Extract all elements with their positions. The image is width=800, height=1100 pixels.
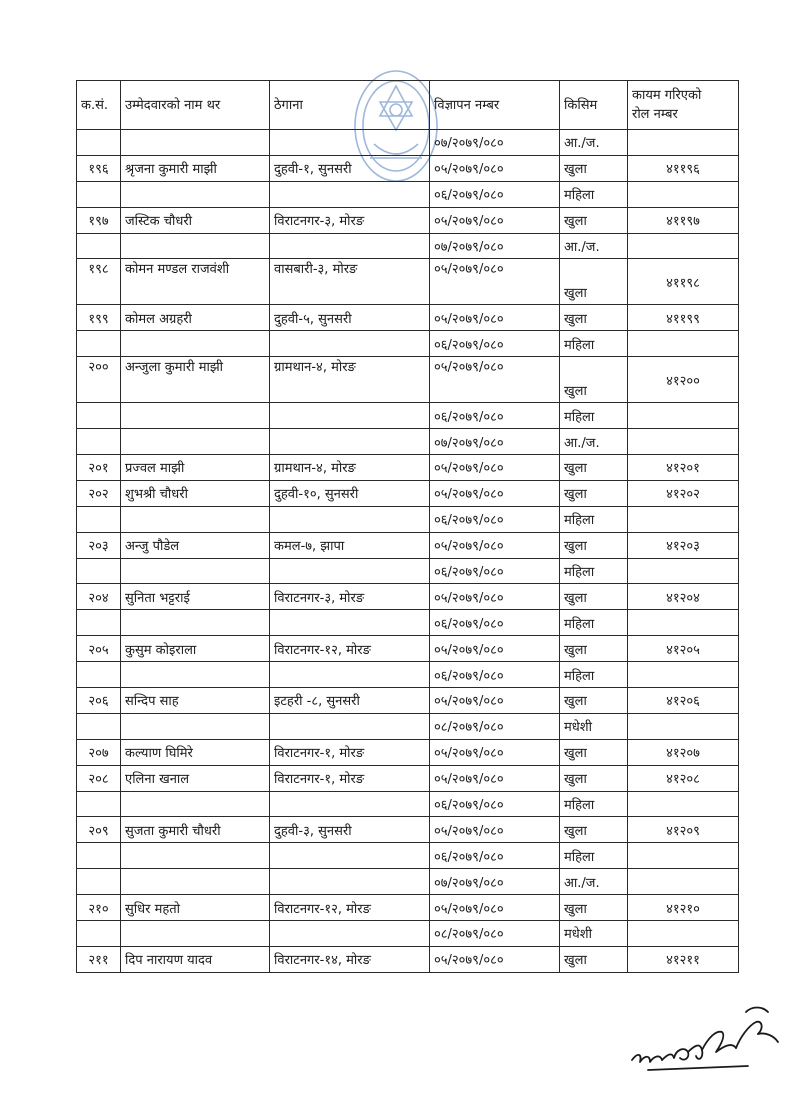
candidate-name-cell	[121, 843, 270, 869]
advertisement-number-cell: ०६/२०७९/०८०	[430, 181, 560, 207]
roll-number-cell	[628, 662, 739, 688]
address-cell	[270, 869, 430, 895]
category-cell: खुला	[560, 688, 628, 714]
address-cell	[270, 506, 430, 532]
category-cell: आ./ज.	[560, 233, 628, 259]
category-cell: खुला	[560, 259, 628, 305]
candidate-name-cell	[121, 921, 270, 947]
category-cell: खुला	[560, 155, 628, 181]
serial-number-cell: १९८	[77, 259, 121, 305]
table-row	[77, 357, 739, 403]
serial-number-cell	[77, 403, 121, 429]
advertisement-number-cell: ०७/२०७९/०८०	[430, 869, 560, 895]
category-cell: खुला	[560, 207, 628, 233]
category-cell: महिला	[560, 331, 628, 357]
advertisement-number-cell: ०५/२०७९/०८०	[430, 765, 560, 791]
serial-number-cell: २०४	[77, 584, 121, 610]
handwritten-signature	[628, 1002, 788, 1082]
category-cell: खुला	[560, 480, 628, 506]
candidate-name-cell: एलिना खनाल	[121, 765, 270, 791]
serial-number-cell: २११	[77, 946, 121, 972]
advertisement-number-cell: ०५/२०७९/०८०	[430, 895, 560, 921]
category-cell: खुला	[560, 532, 628, 558]
serial-number-cell: १९९	[77, 305, 121, 331]
serial-number-cell: २०३	[77, 532, 121, 558]
roll-number-table	[76, 80, 739, 973]
candidate-name-cell	[121, 506, 270, 532]
address-cell	[270, 713, 430, 739]
category-cell: खुला	[560, 946, 628, 972]
serial-number-cell	[77, 181, 121, 207]
table-row	[77, 791, 739, 817]
address-cell: विराटनगर-१२, मोरङ	[270, 895, 430, 921]
serial-number-cell: १९७	[77, 207, 121, 233]
address-cell: विराटनगर-३, मोरङ	[270, 207, 430, 233]
table-row	[77, 181, 739, 207]
roll-number-cell	[628, 921, 739, 947]
category-cell: मधेशी	[560, 921, 628, 947]
address-cell	[270, 181, 430, 207]
address-cell: ग्रामथान-४, मोरङ	[270, 455, 430, 481]
roll-number-cell: ४१२००	[628, 357, 739, 403]
category-cell: खुला	[560, 584, 628, 610]
table-row	[77, 506, 739, 532]
header-roll-line1: कायम गरिएको	[632, 88, 702, 103]
table-row	[77, 946, 739, 972]
roll-number-cell	[628, 403, 739, 429]
category-cell: मधेशी	[560, 713, 628, 739]
serial-number-cell	[77, 610, 121, 636]
address-cell: दुहवी-३, सुनसरी	[270, 817, 430, 843]
address-cell: दुहवी-१, सुनसरी	[270, 155, 430, 181]
candidate-name-cell	[121, 610, 270, 636]
serial-number-cell	[77, 662, 121, 688]
roll-number-cell	[628, 558, 739, 584]
candidate-name-cell	[121, 233, 270, 259]
roll-number-cell	[628, 181, 739, 207]
category-cell: आ./ज.	[560, 869, 628, 895]
serial-number-cell	[77, 331, 121, 357]
serial-number-cell	[77, 506, 121, 532]
advertisement-number-cell: ०७/२०७९/०८०	[430, 130, 560, 156]
advertisement-number-cell: ०६/२०७९/०८०	[430, 843, 560, 869]
advertisement-number-cell: ०५/२०७९/०८०	[430, 946, 560, 972]
serial-number-cell	[77, 558, 121, 584]
roll-number-cell	[628, 610, 739, 636]
candidate-name-cell: अन्जुला कुमारी माझी	[121, 357, 270, 403]
table-row	[77, 636, 739, 662]
category-cell: महिला	[560, 610, 628, 636]
serial-number-cell: २०७	[77, 739, 121, 765]
category-cell: महिला	[560, 403, 628, 429]
candidate-name-cell	[121, 429, 270, 455]
serial-number-cell	[77, 869, 121, 895]
roll-number-cell	[628, 331, 739, 357]
advertisement-number-cell: ०६/२०७९/०८०	[430, 331, 560, 357]
advertisement-number-cell: ०५/२०७९/०८०	[430, 480, 560, 506]
candidate-name-cell: कुसुम कोइराला	[121, 636, 270, 662]
roll-number-cell: ४१२११	[628, 946, 739, 972]
serial-number-cell	[77, 713, 121, 739]
table-row	[77, 259, 739, 305]
address-cell: दुहवी-१०, सुनसरी	[270, 480, 430, 506]
table-row	[77, 817, 739, 843]
candidate-name-cell	[121, 662, 270, 688]
table-row	[77, 403, 739, 429]
advertisement-number-cell: ०६/२०७९/०८०	[430, 506, 560, 532]
candidate-name-cell: सुनिता भट्टराई	[121, 584, 270, 610]
table-row	[77, 331, 739, 357]
advertisement-number-cell: ०५/२०७९/०८०	[430, 817, 560, 843]
roll-number-cell: ४११९६	[628, 155, 739, 181]
advertisement-number-cell: ०६/२०७९/०८०	[430, 403, 560, 429]
candidate-name-cell	[121, 181, 270, 207]
roll-number-cell: ४१२१०	[628, 895, 739, 921]
address-cell: विराटनगर-१४, मोरङ	[270, 946, 430, 972]
candidate-name-cell	[121, 713, 270, 739]
roll-number-cell: ४१२०४	[628, 584, 739, 610]
serial-number-cell: २०५	[77, 636, 121, 662]
candidate-name-cell: कोमल अग्रहरी	[121, 305, 270, 331]
advertisement-number-cell: ०५/२०७९/०८०	[430, 739, 560, 765]
roll-number-cell: ४१२०५	[628, 636, 739, 662]
advertisement-number-cell: ०५/२०७९/०८०	[430, 688, 560, 714]
advertisement-number-cell: ०५/२०७९/०८०	[430, 357, 560, 403]
address-cell	[270, 429, 430, 455]
address-cell: दुहवी-५, सुनसरी	[270, 305, 430, 331]
candidate-name-cell: कल्याण घिमिरे	[121, 739, 270, 765]
table-row	[77, 843, 739, 869]
address-cell: विराटनगर-१२, मोरङ	[270, 636, 430, 662]
serial-number-cell: १९६	[77, 155, 121, 181]
address-cell: विराटनगर-३, मोरङ	[270, 584, 430, 610]
table-row	[77, 429, 739, 455]
address-cell	[270, 610, 430, 636]
table-row	[77, 207, 739, 233]
advertisement-number-cell: ०५/२०७९/०८०	[430, 636, 560, 662]
serial-number-cell: २१०	[77, 895, 121, 921]
table-row	[77, 155, 739, 181]
advertisement-number-cell: ०५/२०७९/०८०	[430, 455, 560, 481]
table-row	[77, 130, 739, 156]
category-cell: खुला	[560, 765, 628, 791]
serial-number-cell	[77, 921, 121, 947]
address-cell	[270, 558, 430, 584]
category-cell: महिला	[560, 662, 628, 688]
serial-number-cell: २०१	[77, 455, 121, 481]
advertisement-number-cell: ०५/२०७९/०८०	[430, 584, 560, 610]
address-cell: विराटनगर-१, मोरङ	[270, 765, 430, 791]
candidate-name-cell: सुजता कुमारी चौधरी	[121, 817, 270, 843]
category-cell: खुला	[560, 739, 628, 765]
address-cell	[270, 130, 430, 156]
address-cell	[270, 921, 430, 947]
header-serial-number: क.सं.	[77, 81, 121, 130]
category-cell: आ./ज.	[560, 130, 628, 156]
address-cell	[270, 791, 430, 817]
category-cell: महिला	[560, 506, 628, 532]
serial-number-cell	[77, 130, 121, 156]
advertisement-number-cell: ०६/२०७९/०८०	[430, 610, 560, 636]
advertisement-number-cell: ०६/२०७९/०८०	[430, 558, 560, 584]
header-candidate-name: उम्मेदवारको नाम थर	[121, 81, 270, 130]
header-advertisement-number: विज्ञापन नम्बर	[430, 81, 560, 130]
category-cell: आ./ज.	[560, 429, 628, 455]
category-cell: महिला	[560, 843, 628, 869]
table-header-row	[77, 81, 739, 130]
roll-number-cell: ४१२०२	[628, 480, 739, 506]
roll-number-cell: ४११९९	[628, 305, 739, 331]
table-row	[77, 455, 739, 481]
roll-number-cell	[628, 791, 739, 817]
roll-number-cell	[628, 233, 739, 259]
advertisement-number-cell: ०८/२०७९/०८०	[430, 921, 560, 947]
advertisement-number-cell: ०८/२०७९/०८०	[430, 713, 560, 739]
candidate-name-cell: दिप नारायण यादव	[121, 946, 270, 972]
candidate-name-cell: सुधिर महतो	[121, 895, 270, 921]
advertisement-number-cell: ०५/२०७९/०८०	[430, 532, 560, 558]
serial-number-cell	[77, 843, 121, 869]
address-cell	[270, 403, 430, 429]
table-row	[77, 688, 739, 714]
roll-number-cell: ४१२०८	[628, 765, 739, 791]
header-roll-line2: रोल नम्बर	[632, 107, 678, 122]
roll-number-cell: ४१२०६	[628, 688, 739, 714]
candidate-name-cell	[121, 558, 270, 584]
address-cell: ग्रामथान-४, मोरङ	[270, 357, 430, 403]
serial-number-cell	[77, 233, 121, 259]
serial-number-cell: २०९	[77, 817, 121, 843]
candidate-name-cell: श्रृजना कुमारी माझी	[121, 155, 270, 181]
category-cell: खुला	[560, 817, 628, 843]
candidate-name-cell	[121, 331, 270, 357]
roll-number-cell	[628, 506, 739, 532]
roll-number-cell: ४१२०३	[628, 532, 739, 558]
advertisement-number-cell: ०५/२०७९/०८०	[430, 207, 560, 233]
table-row	[77, 662, 739, 688]
advertisement-number-cell: ०५/२०७९/०८०	[430, 155, 560, 181]
roll-number-cell: ४११९८	[628, 259, 739, 305]
table-row	[77, 739, 739, 765]
candidate-name-cell: शुभश्री चौधरी	[121, 480, 270, 506]
candidate-name-cell: अन्जु पौडेल	[121, 532, 270, 558]
category-cell: खुला	[560, 636, 628, 662]
address-cell	[270, 331, 430, 357]
table-row	[77, 233, 739, 259]
category-cell: महिला	[560, 181, 628, 207]
table-row	[77, 584, 739, 610]
roll-number-cell: ४१२०९	[628, 817, 739, 843]
table-row	[77, 765, 739, 791]
address-cell	[270, 662, 430, 688]
address-cell: इटहरी -८, सुनसरी	[270, 688, 430, 714]
serial-number-cell: २०६	[77, 688, 121, 714]
advertisement-number-cell: ०५/२०७९/०८०	[430, 305, 560, 331]
roll-number-cell	[628, 843, 739, 869]
advertisement-number-cell: ०६/२०७९/०८०	[430, 662, 560, 688]
category-cell: खुला	[560, 305, 628, 331]
category-cell: महिला	[560, 558, 628, 584]
category-cell: खुला	[560, 895, 628, 921]
roll-number-cell	[628, 130, 739, 156]
advertisement-number-cell: ०७/२०७९/०८०	[430, 233, 560, 259]
address-cell	[270, 233, 430, 259]
table-row	[77, 610, 739, 636]
table-row	[77, 921, 739, 947]
roll-number-cell: ४१२०७	[628, 739, 739, 765]
header-category: किसिम	[560, 81, 628, 130]
candidate-name-cell: प्रज्वल माझी	[121, 455, 270, 481]
address-cell: विराटनगर-१, मोरङ	[270, 739, 430, 765]
roll-number-cell: ४११९७	[628, 207, 739, 233]
table-row	[77, 305, 739, 331]
serial-number-cell	[77, 791, 121, 817]
candidate-name-cell	[121, 869, 270, 895]
category-cell: महिला	[560, 791, 628, 817]
table-row	[77, 558, 739, 584]
roll-number-cell: ४१२०१	[628, 455, 739, 481]
serial-number-cell	[77, 429, 121, 455]
header-roll-number	[628, 81, 739, 130]
candidate-name-cell: जस्टिक चौधरी	[121, 207, 270, 233]
category-cell: खुला	[560, 357, 628, 403]
serial-number-cell: २०८	[77, 765, 121, 791]
candidate-name-cell: कोमन मण्डल राजवंशी	[121, 259, 270, 305]
advertisement-number-cell: ०६/२०७९/०८०	[430, 791, 560, 817]
header-address: ठेगाना	[270, 81, 430, 130]
table-row	[77, 480, 739, 506]
category-cell: खुला	[560, 455, 628, 481]
candidate-name-cell: सन्दिप साह	[121, 688, 270, 714]
serial-number-cell: २०२	[77, 480, 121, 506]
candidate-name-cell	[121, 403, 270, 429]
table-row	[77, 532, 739, 558]
roll-number-cell	[628, 869, 739, 895]
advertisement-number-cell: ०७/२०७९/०८०	[430, 429, 560, 455]
candidate-name-cell	[121, 791, 270, 817]
serial-number-cell: २००	[77, 357, 121, 403]
table-row	[77, 869, 739, 895]
roll-number-cell	[628, 713, 739, 739]
advertisement-number-cell: ०५/२०७९/०८०	[430, 259, 560, 305]
address-cell: कमल-७, झापा	[270, 532, 430, 558]
candidate-name-cell	[121, 130, 270, 156]
address-cell: वासबारी-३, मोरङ	[270, 259, 430, 305]
table-row	[77, 713, 739, 739]
roll-number-cell	[628, 429, 739, 455]
address-cell	[270, 843, 430, 869]
table-row	[77, 895, 739, 921]
